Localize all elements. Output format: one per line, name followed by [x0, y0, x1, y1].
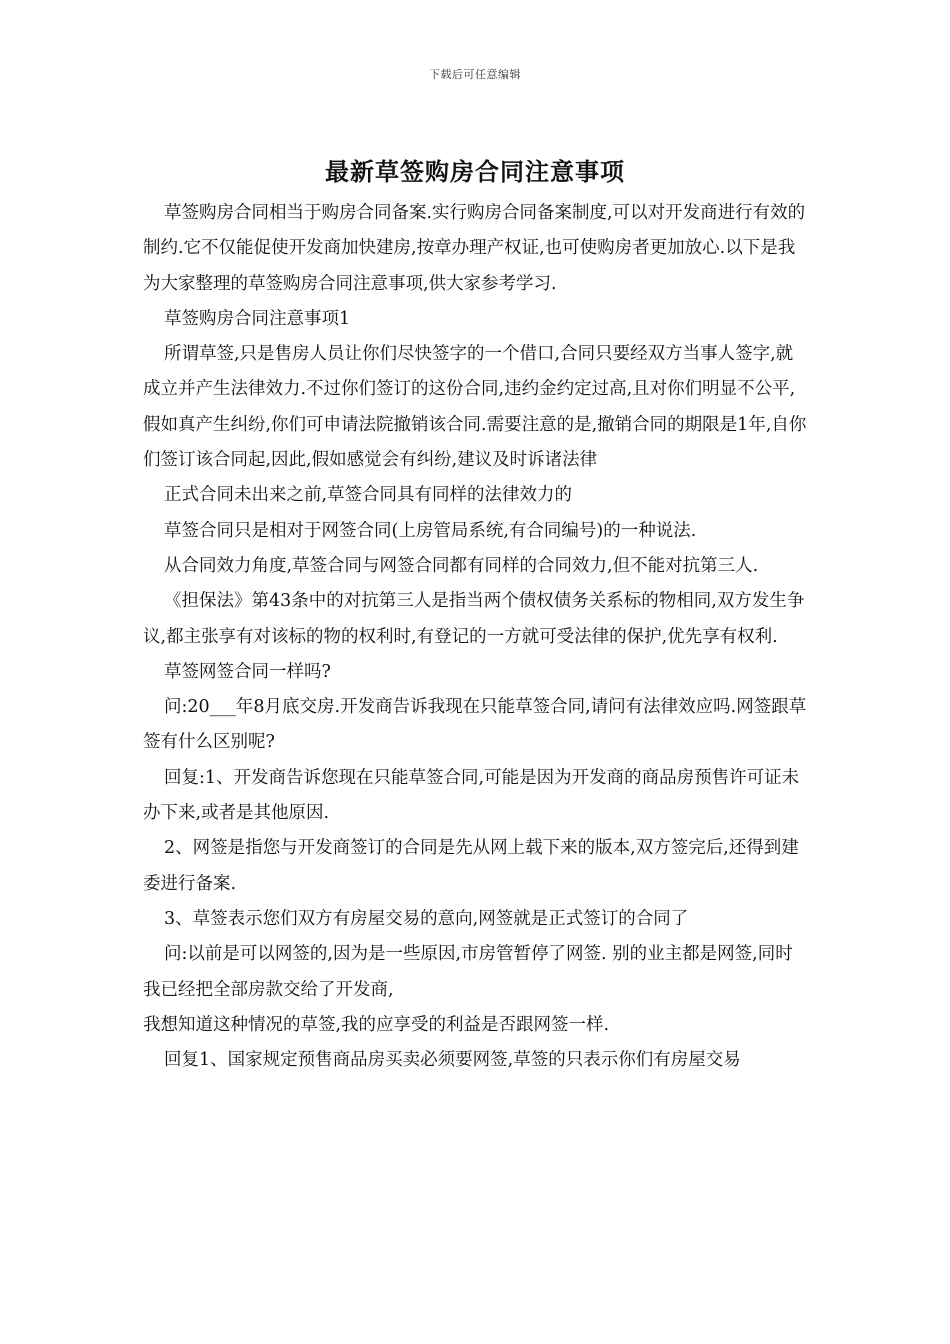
paragraph-answer: 2、网签是指您与开发商签订的合同是先从网上载下来的版本,双方签完后,还得到建委进行备案.	[143, 838, 799, 894]
document-title: 最新草签购房合同注意事项	[325, 157, 625, 186]
paragraph-section-heading: 草签购房合同注意事项1	[164, 308, 351, 329]
paragraph-section-heading: 草签网签合同一样吗?	[164, 661, 331, 682]
paragraph: 从合同效力角度,草签合同与网签合同都有同样的合同效力,但不能对抗第三人.	[164, 555, 759, 576]
paragraph-answer: 回复1、国家规定预售商品房买卖必须要网签,草签的只表示你们有房屋交易	[164, 1050, 741, 1071]
paragraph-question-continued: 我想知道这种情况的草签,我的应享受的利益是否跟网签一样.	[143, 1014, 610, 1035]
paragraph-question: 问:以前是可以网签的,因为是一些原因,市房管暂停了网签. 别的业主都是网签,同时我已经把全部房款交给了开发商,	[143, 944, 793, 1000]
paragraph: 所谓草签,只是售房人员让你们尽快签字的一个借口,合同只要经双方当事人签字,就成立并产生法律效力.不过你们签订的这份合同,违约金约定过高,且对你们明显不公平,假如真产生纠纷,你们可申请法院撤销该合同.需要注意的是,撤销合同的期限是1年,自你们签订该合同起,因此,假如感觉会有纠纷,建议及时诉诸法律	[143, 344, 807, 471]
paragraph: 草签合同只是相对于网签合同(上房管局系统,有合同编号)的一种说法.	[164, 520, 697, 541]
paragraph-question: 问:20___年8月底交房.开发商告诉我现在只能草签合同,请问有法律效应吗.网签跟草签有什么区别呢?	[143, 697, 807, 753]
document-body	[143, 196, 807, 1078]
paragraph: 《担保法》第43条中的对抗第三人是指当两个债权债务关系标的物相同,双方发生争议,都主张享有对该标的物的权利时,有登记的一方就可受法律的保护,优先享有权利.	[143, 591, 805, 647]
header-note: 下载后可任意编辑	[429, 68, 521, 81]
paragraph-intro: 草签购房合同相当于购房合同备案.实行购房合同备案制度,可以对开发商进行有效的制约.它不仅能促使开发商加快建房,按章办理产权证,也可使购房者更加放心.以下是我为大家整理的草签购房合同注意事项,供大家参考学习.	[143, 203, 806, 294]
paragraph-answer: 3、草签表示您们双方有房屋交易的意向,网签就是正式签订的合同了	[164, 908, 689, 929]
paragraph: 正式合同未出来之前,草签合同具有同样的法律效力的	[164, 485, 573, 506]
paragraph-answer: 回复:1、开发商告诉您现在只能草签合同,可能是因为开发商的商品房预售许可证未办下来,或者是其他原因.	[143, 767, 800, 824]
